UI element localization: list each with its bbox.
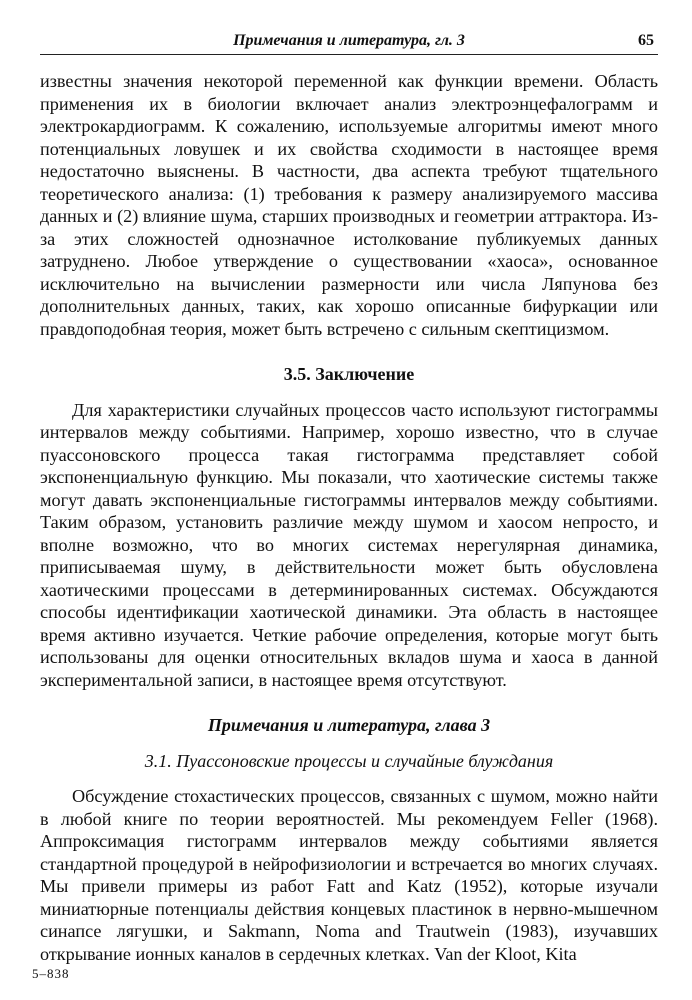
paragraph-notes: Обсуждение стохастических процессов, связанных с шумом, можно найти в любой книге по теории вероятностей. Мы рекомендуем Feller (1968). Аппроксимация гистограмм интервалов между событиями является стандартной процедурой в нейрофизиологии и встречается во многих случаях. Мы привели примеры из работ Fatt and Katz (1952), которые изучали миниатюрные потенциалы действия концевых пластинок в нервно-мышечном синапсе лягушки, и Sakmann, Noma and Trautwein (1983), изучавших открывание ионных каналов в сердечных клетках. Van der Kloot, Kita — [40, 786, 658, 964]
running-title: Примечания и литература, гл. 3 — [233, 32, 465, 49]
page-body — [40, 70, 658, 965]
page-number: 65 — [638, 32, 654, 49]
section-heading-conclusion: 3.5. Заключение — [283, 364, 415, 384]
printer-signature: 5–838 — [32, 966, 70, 981]
paragraph-conclusion: Для характеристики случайных процессов часто используют гистограммы интервалов между событиями. Например, хорошо известно, что в случае пуассоновского процесса такая гистограмма представляет собой экспоненциальную функцию. Мы показали, что хаотические системы также могут давать экспоненциальные гистограммы интервалов между событиями. Таким образом, установить различие между шумом и хаосом непросто, и вполне возможно, что во многих системах нерегулярная динамика, приписываемая шуму, в действительности может быть обусловлена хаотическими процессами в детерминированных системах. Обсуждаются способы идентификации хаотической динамики. Эта область в настоящее время активно изучается. Четкие рабочие определения, которые могут быть использованы для оценки относительных вкладов шума и хаоса в данной экспериментальной записи, в настоящее время отсутствуют. — [40, 399, 658, 690]
paragraph-continuation: известны значения некоторой переменной как функции времени. Область применения их в биологии включает анализ электроэнцефалограмм и электрокардиограмм. К сожалению, используемые алгоритмы имеют много потенциальных ловушек и их свойства сходимости в настоящее время недостаточно выяснены. В частности, два аспекта требуют тщательного теоретического анализа: (1) требования к размеру анализируемого массива данных и (2) влияние шума, старших производных и геометрии аттрактора. Из-за этих сложностей однозначное истолкование публикуемых данных затруднено. Любое утверждение о существовании «хаоса», основанное исключительно на вычислении размерности или числа Ляпунова без дополнительных данных, таких, как хорошо описанные бифуркации или правдоподобная теория, может быть встречено с сильным скептицизмом. — [40, 71, 658, 339]
notes-heading: Примечания и литература, глава 3 — [207, 715, 491, 735]
running-header — [40, 28, 658, 55]
notes-subheading: 3.1. Пуассоновские процессы и случайные блуждания — [144, 750, 554, 771]
